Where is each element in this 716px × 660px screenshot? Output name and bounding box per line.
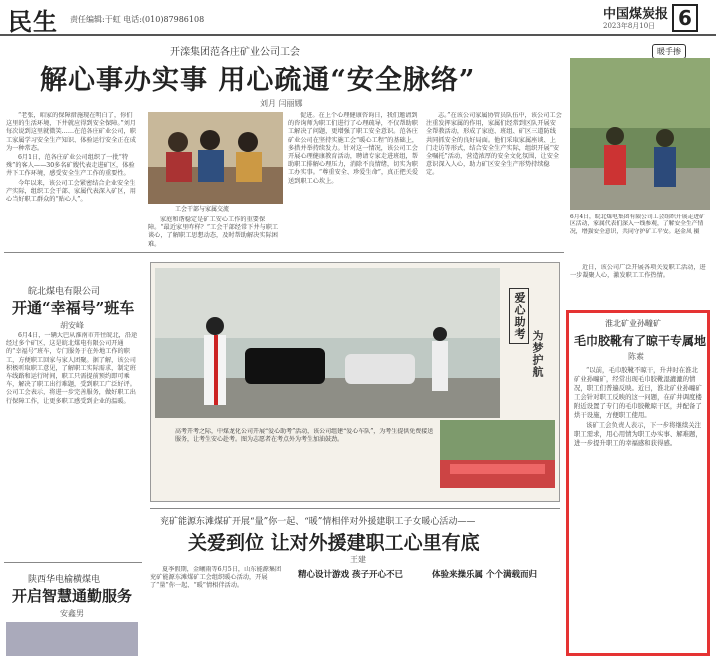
highlight-headline: 毛巾胶靴有了晾干专属地 xyxy=(574,334,707,348)
highlight-text: “以前，毛巾胶靴不晾干，升井时在淮北矿业孙疃矿，经常出现毛巾胶靴湿漉漉的情况，职工们普遍反映。近日，淮北矿业孙疃矿工会针对职工反映的这一问题，在矿井调度楼附近设置了专门的毛巾胶靴晾干区，并配备了烘干设施，方便职工使用。 该矿工会负责人表示，下一步将继续关注职工需求，用心用情为职工办实事、解难题，进一步提升职工的幸福感和获得感。 xyxy=(574,366,702,447)
page-number: 6 xyxy=(672,4,698,32)
side-tag: 暖手掺 xyxy=(652,44,686,59)
feature-caption: 高考开考之际，中煤龙化公司开展“爱心助考”活动，该公司组建“爱心车队”，为考生提供免费接送服务，让考生安心赴考。图为志愿者在考点外为考生加油鼓劲。 xyxy=(175,428,434,443)
feature-title-boxed: 爱心助考 xyxy=(509,288,529,344)
bottom-subhead-1: 精心设计游戏 孩子开心不已 xyxy=(298,570,403,580)
lead-photo-image xyxy=(148,112,283,204)
bottom-byline: 王建 xyxy=(350,555,366,564)
left2-byline: 胡安峰 xyxy=(60,321,84,330)
side-photo xyxy=(570,58,710,210)
lead-column-3: 促进。在上个心理健康咨询日，我们邀请到的咨询师为职工们进行了心理疏导，不仅帮助职工解决了问题，更增强了职工安全意识。范各庄矿业公司在坚持实施工会“暖心工程”的基础上，多措并举持续发力。针对这一情况，该公司工会开展心理健康教育活动，聘请专家走进班组，帮助职工排解心理压力，消除不良情绪，切实为职工办实事。“尊重安全、珍爱生命”，真正把关爱送到职工心坎上。 xyxy=(288,112,419,185)
side-text: 近日，该公司广泛开展各项关爱职工活动，进一步凝聚人心，激发职工工作热情。 xyxy=(570,264,706,280)
highlight-kicker: 淮北矿业孙疃矿 xyxy=(605,319,661,328)
lead-headline: 解心事办实事 用心疏通“安全脉络” xyxy=(40,65,476,96)
lead-column-1: “老张，咱家的保障措施现在明白了，你们这里的生活环境，下井就应得到安全保障。”刘月每次说到这里就微笑……在范各庄矿业公司，职工家属学习安全生产知识、体验运行安全正在成为一种常态。 6月1日，范各庄矿业公司组织了一批“特殊”的客人——30多名矿嫂代表走进矿区，体验井下工作环境，感受安全生产工作的重要性。 今年以来，该公司工会紧密结合企业安全生产实际，组织工会干部、家属代表深入矿区，用心当好职工群众的“贴心人”。 xyxy=(6,112,136,204)
lead-kicker: 开滦集团范各庄矿业公司工会 xyxy=(170,47,300,58)
left3-byline: 安鑫男 xyxy=(60,609,84,618)
divider-line xyxy=(4,252,564,253)
divider-line xyxy=(150,508,560,509)
lead-byline: 刘月 闫丽娜 xyxy=(260,99,303,108)
side-photo-caption: 6月4日，皖北煤电集团有限公司工会组织开展走进矿区活动，家属代表们深入一线参观，了解安全生产情况，增强安全意识，共同守护矿工平安。赵金凤 摄 xyxy=(570,214,705,235)
paper-name: 中国煤炭报 xyxy=(603,7,669,22)
bottom-subhead-2: 体验来操乐属 个个满载而归 xyxy=(432,570,537,580)
lead-photo-caption: 工会干部与家属交流 xyxy=(175,206,230,213)
feature-photo-small-image xyxy=(440,420,555,488)
left3-headline: 开启智慧通勤服务 xyxy=(12,587,133,605)
left2-headline: 开通“幸福号”班车 xyxy=(12,299,135,317)
side-photo-image xyxy=(570,58,710,210)
feature-photo-small xyxy=(440,420,555,488)
left2-kicker: 皖北煤电有限公司 xyxy=(28,287,101,297)
divider-line xyxy=(4,562,142,563)
feature-title-area xyxy=(505,268,555,418)
lead-column-2: 家庭和谐稳定是矿工安心工作的重要保障。“最近家里咋样？”工会干部经常下井与职工谈心，了解职工思想动态，及时帮助解决实际困难。 xyxy=(148,216,279,248)
lead-column-4: 志。”在该公司家属协管员队伍中，该公司工会注重发挥家属的作用，家属们经常到区队开展安全帮教活动，形成了家庭、班组、矿区三道防线共同抓安全的良好局面。他们采取家属座谈、上门走访等形式，结合安全生产实际，组织开展“安全嘱托”活动，营造浓厚的安全文化氛围，让安全意识深入人心，助力矿区安全生产形势持续稳定。 xyxy=(426,112,562,177)
left2-text: 6月4日，一辆大巴从淮南市开往皖北，沿途经过多个矿区，这是皖北煤电有限公司开通的“幸福号”班车，专门服务于在外地工作的职工，方便职工回家与家人团聚。据了解，该公司积极听取职工意见，了解职工实际需求，制定班车线路和运行时间，职工只需提前预约即可乘车，解决了职工出行难题，受到职工广泛好评。公司工会表示，将进一步完善服务，做好职工出行保障工作，让更多职工感受到企业的温暖。 xyxy=(6,332,138,405)
bottom-text: 夏季假期，金曦雨等6月5日，山东能源集团兖矿能源东滩煤矿工会组织暖心活动，开展了“量”你一起、“暖”情相伴活动。 xyxy=(150,566,282,590)
section-title: 民生 xyxy=(8,8,58,36)
left3-kicker: 陕西华电榆横煤电 xyxy=(28,575,101,585)
left3-photo xyxy=(6,622,138,656)
highlight-byline: 陈素 xyxy=(628,352,644,361)
editor-info: 责任编辑:于虹 电话:(010)87986108 xyxy=(70,15,205,24)
feature-photo-main-image xyxy=(155,268,500,418)
issue-date: 2023年8月10日 xyxy=(603,22,656,30)
bottom-headline: 关爱到位 让对外援建职工心里有底 xyxy=(188,532,480,554)
feature-title: 为梦护航 xyxy=(531,330,544,378)
feature-photo-main xyxy=(155,268,500,418)
lead-photo xyxy=(148,112,283,204)
bottom-kicker: 兖矿能源东滩煤矿开展“量”你一起、“暖”情相伴对外援建职工子女暖心活动—— xyxy=(160,517,476,527)
